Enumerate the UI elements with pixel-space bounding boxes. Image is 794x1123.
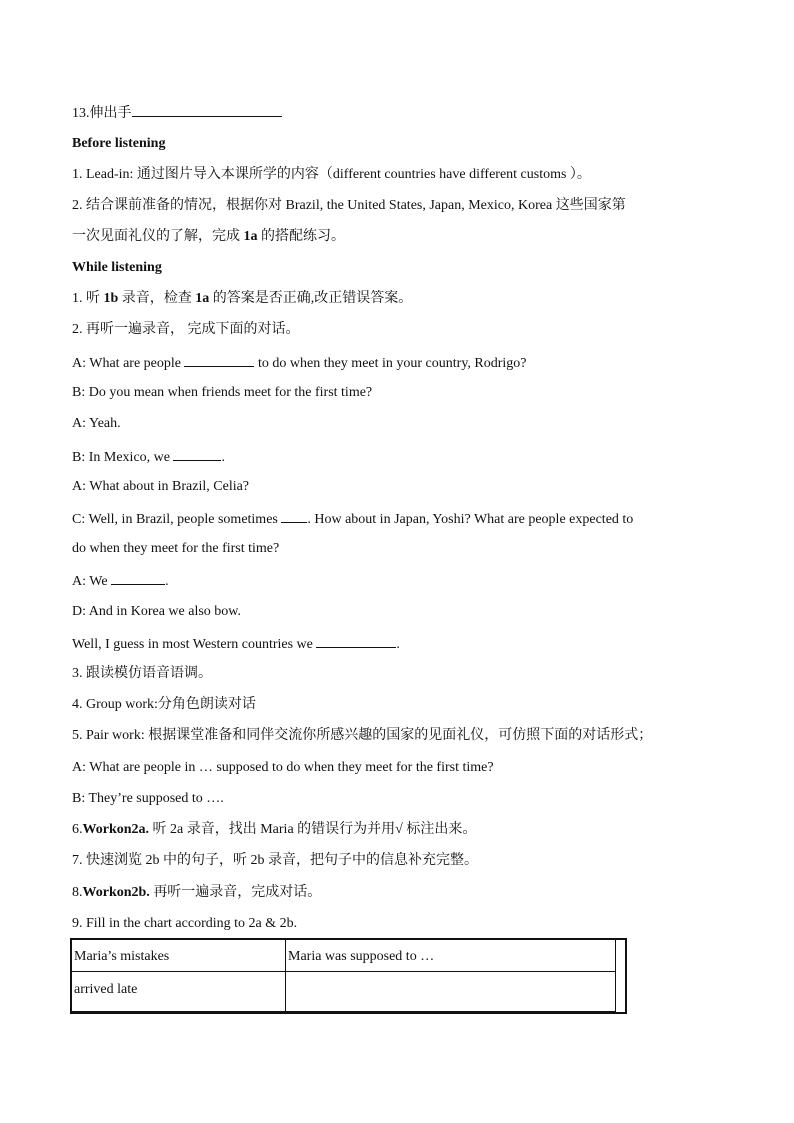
bold-text: Workon2b. <box>82 885 150 900</box>
answer-blank[interactable] <box>184 353 254 367</box>
dialogue-line-c1 <box>72 509 633 529</box>
bold-text: Workon2a. <box>82 822 150 837</box>
activity-item-8 <box>72 884 321 902</box>
while-item-1 <box>72 290 412 308</box>
dialogue-line-d2 <box>72 634 400 654</box>
activity-item-9: 9. Fill in the chart according to 2a & 2b. <box>72 916 298 931</box>
text: . How about in Japan, Yoshi? What are people expected to <box>307 512 634 527</box>
header-cell-mistakes: Maria’s mistakes <box>72 940 286 972</box>
dialogue-line-d1: D: And in Korea we also bow. <box>72 604 242 619</box>
text: to do when they meet in your country, Rodrigo? <box>254 356 527 371</box>
table-row <box>72 972 616 1012</box>
text: . <box>396 637 400 652</box>
table-header-row <box>72 940 616 972</box>
text: Well, I guess in most Western countries we <box>72 637 317 652</box>
answer-blank[interactable] <box>173 447 221 461</box>
activity-item-6 <box>72 821 476 839</box>
dialogue-line-a2: A: Yeah. <box>72 416 121 431</box>
mistakes-chart <box>71 939 616 1012</box>
dialogue-line-b2 <box>72 447 225 467</box>
while-item-2: 2. 再听一遍录音， 完成下面的对话。 <box>72 322 300 337</box>
bold-text: 1a <box>195 291 210 306</box>
before-item-2-line-1: 2. 结合课前准备的情况，根据你对 Brazil, the United States, Japan, Mexico, Korea 这些国家第 <box>72 198 626 213</box>
before-item-2-line-2 <box>72 228 345 246</box>
text: 再听一遍录音，完成对话。 <box>149 885 322 900</box>
text: 一次见面礼仪的了解，完成 <box>72 229 244 244</box>
question-13-label: 13.伸出手 <box>72 106 132 121</box>
answer-blank[interactable] <box>281 509 307 523</box>
activity-item-3: 3. 跟读模仿语音语调。 <box>72 666 212 681</box>
text: . <box>221 450 225 465</box>
text: B: In Mexico, we <box>72 450 174 465</box>
before-item-1: 1. Lead-in: 通过图片导入本课所学的内容（different countries have different customs ）。 <box>72 167 591 182</box>
text: . <box>165 574 169 589</box>
answer-blank[interactable] <box>132 103 282 117</box>
text: 的答案是否正确,改正错误答案。 <box>209 291 413 306</box>
text: C: Well, in Brazil, people sometimes <box>72 512 282 527</box>
text: 录音，检查 <box>118 291 196 306</box>
text: 听 2a 录音，找出 Maria 的错误行为并用√ 标注出来。 <box>149 822 477 837</box>
dialogue-line-b1: B: Do you mean when friends meet for the first time? <box>72 385 373 400</box>
pair-dialogue-a: A: What are people in … supposed to do when they meet for the first time? <box>72 760 494 775</box>
activity-item-4: 4. Group work:分角色朗读对话 <box>72 697 256 712</box>
bold-text: 1a <box>243 229 258 244</box>
text: A: What are people <box>72 356 185 371</box>
table-cell: arrived late <box>72 972 286 1012</box>
header-cell-supposed: Maria was supposed to … <box>286 940 616 972</box>
section-heading-while-listening: While listening <box>72 260 162 275</box>
dialogue-line-c1-cont: do when they meet for the first time? <box>72 541 280 556</box>
bold-text: 1b <box>103 291 119 306</box>
table-cell-answer[interactable] <box>286 972 616 1012</box>
text: 8. <box>72 885 83 900</box>
activity-item-5: 5. Pair work: 根据课堂准备和同伴交流你所感兴趣的国家的见面礼仪，可仿照下面的对话形式； <box>72 728 653 743</box>
text: 6. <box>72 822 83 837</box>
answer-blank[interactable] <box>111 571 165 585</box>
question-13 <box>72 103 282 123</box>
section-heading-before-listening: Before listening <box>72 136 166 151</box>
pair-dialogue-b: B: They’re supposed to …. <box>72 791 224 806</box>
dialogue-line-a4 <box>72 571 169 591</box>
answer-blank[interactable] <box>316 634 396 648</box>
text: 的搭配练习。 <box>257 229 345 244</box>
dialogue-line-a3: A: What about in Brazil, Celia? <box>72 479 250 494</box>
activity-item-7: 7. 快速浏览 2b 中的句子，听 2b 录音，把句子中的信息补充完整。 <box>72 853 478 868</box>
text: A: We <box>72 574 112 589</box>
dialogue-line-a1 <box>72 353 527 373</box>
text: 1. 听 <box>72 291 104 306</box>
